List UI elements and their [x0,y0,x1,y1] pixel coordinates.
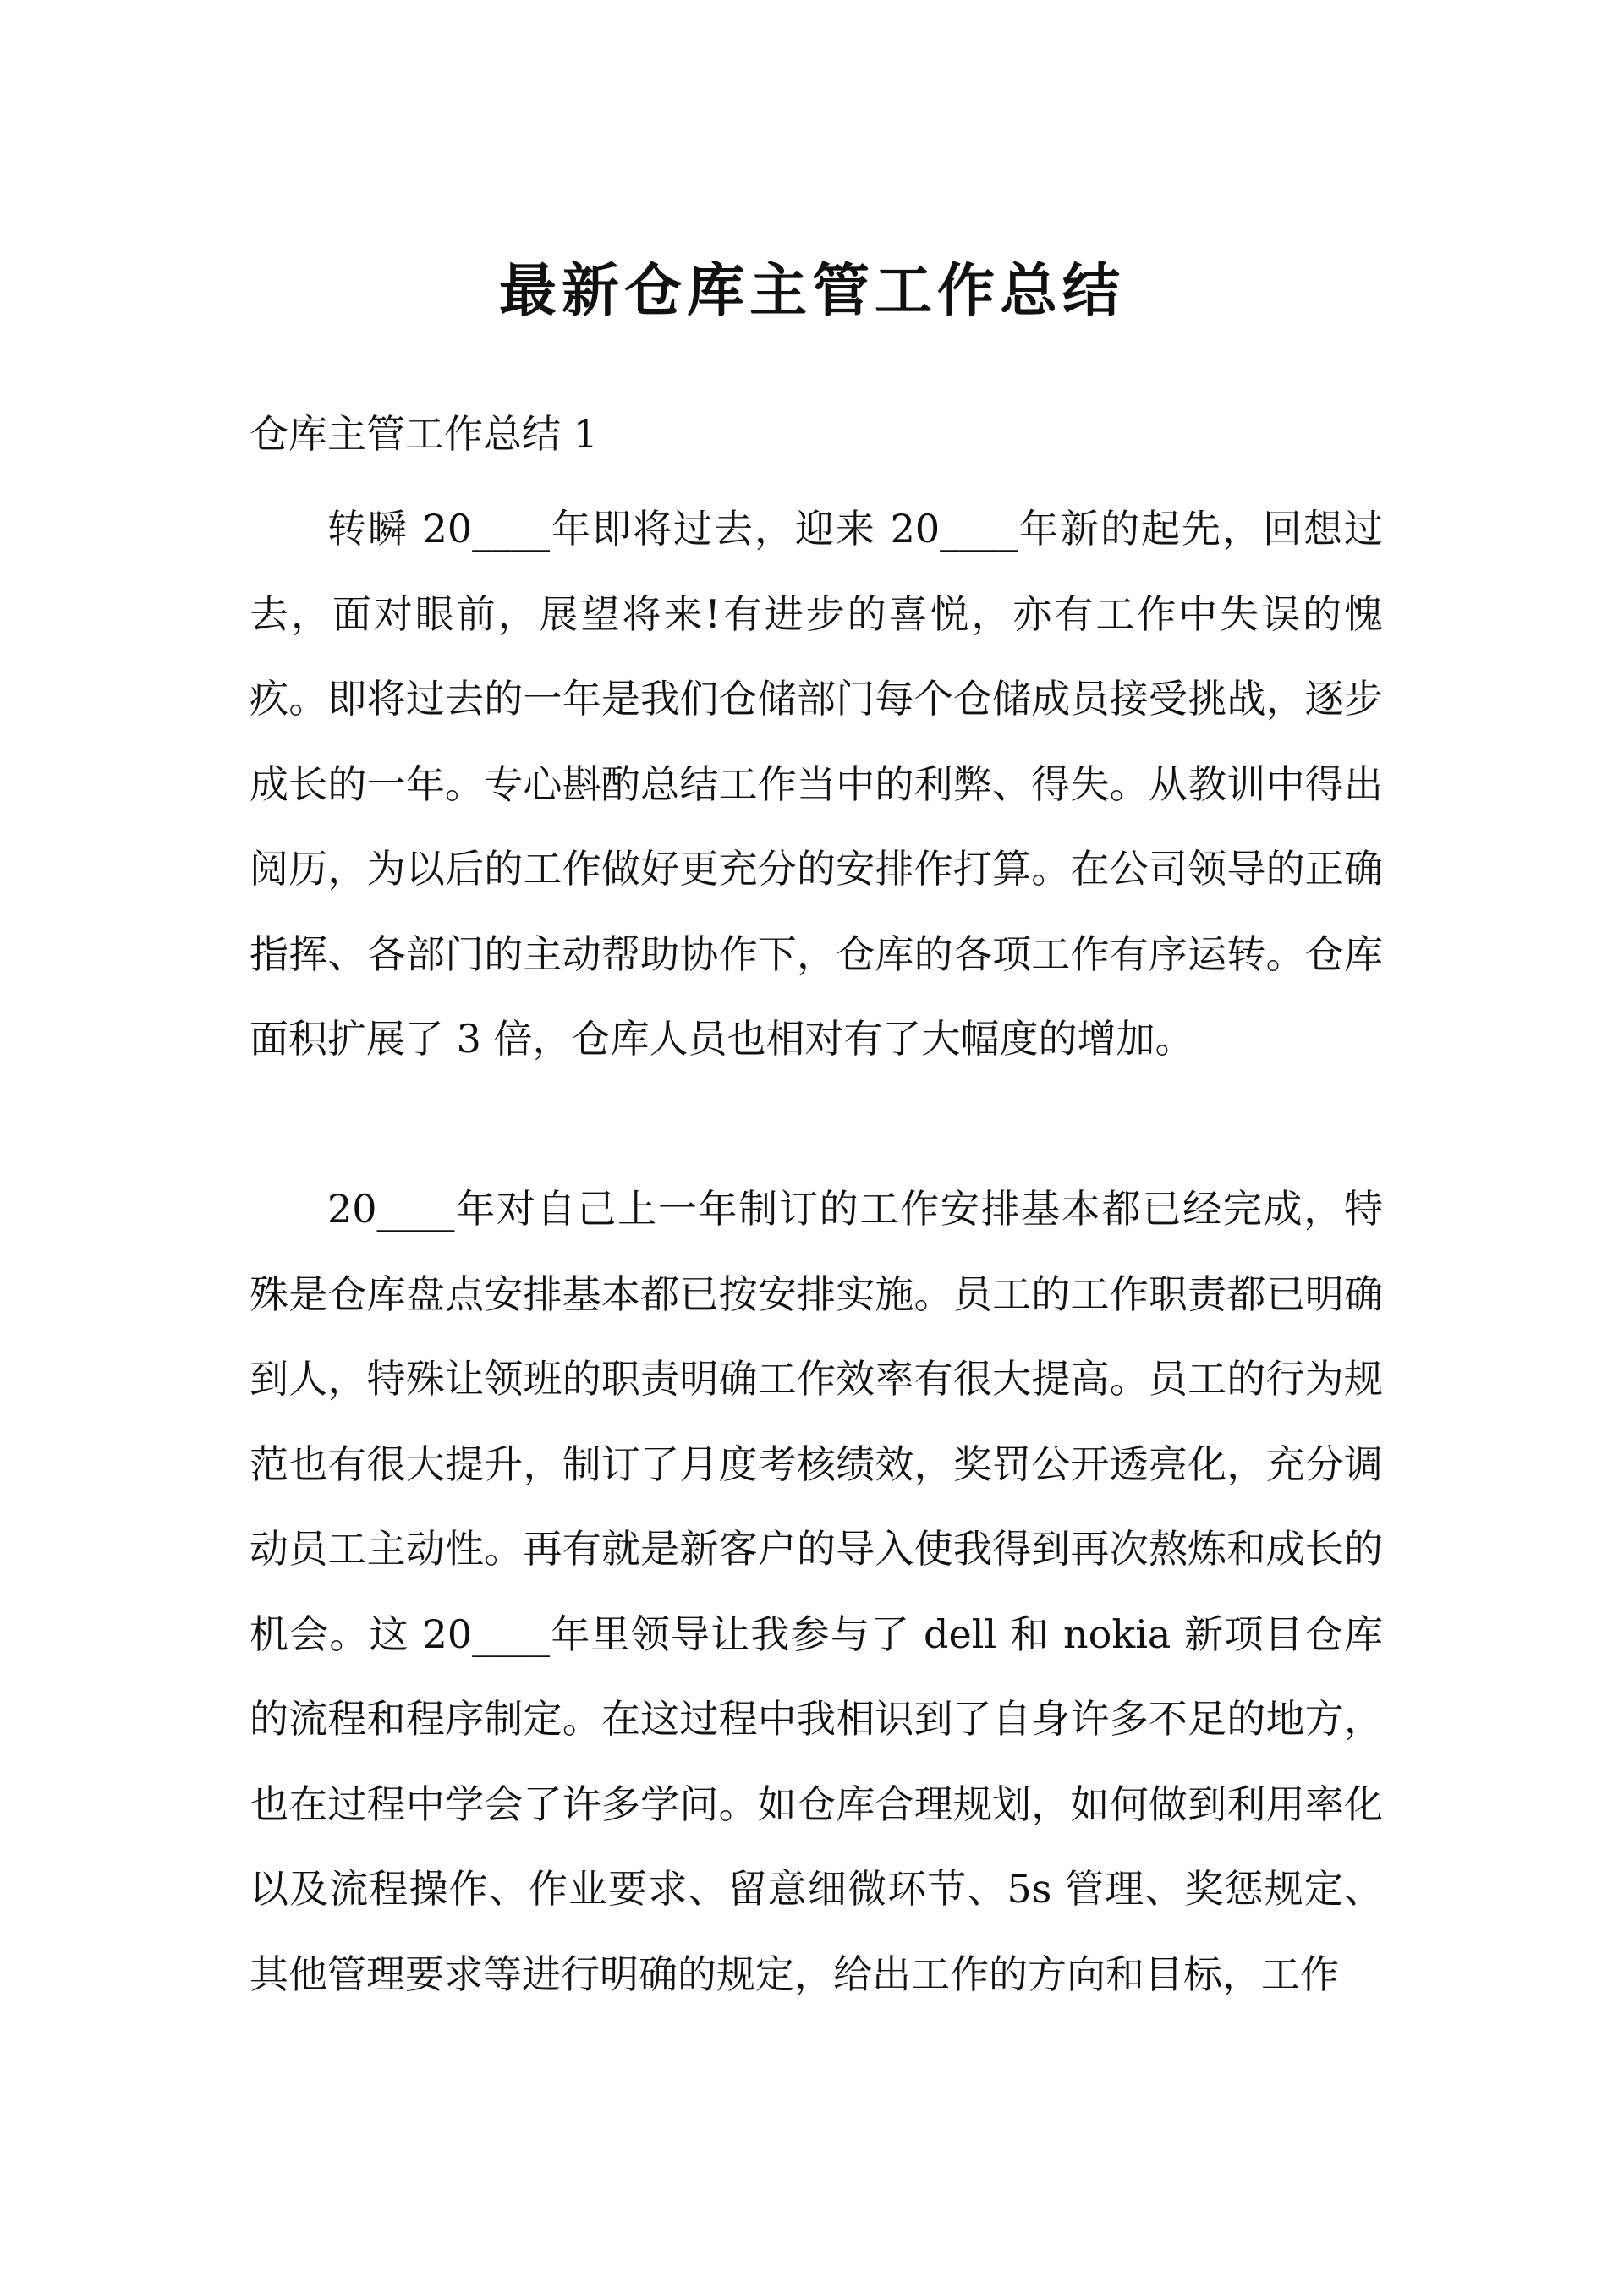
body-paragraph-2: 20____年对自己上一年制订的工作安排基本都已经完成，特殊是仓库盘点安排基本都已按安排实施。员工的工作职责都已明确到人，特殊让领班的职责明确工作效率有很大提高。员工的行为规范也有很大提升，制订了月度考核绩效，奖罚公开透亮化，充分调动员工主动性。再有就是新客户的导入使我得到再次熬炼和成长的机会。这 20____年里领导让我参与了 dell 和 nokia 新项目仓库的流程和程序制定。在这过程中我相识到了自身许多不足的地方，也在过程中学会了许多学问。如仓库合理规划，如何做到利用率化以及流程操作、作业要求、留意细微环节、5s 管理、奖惩规定、其他管理要求等进行明确的规定，给出工作的方向和目标，工作 [250,1186,1383,1997]
section-heading: 仓库主管工作总结 1 [250,411,598,457]
body-paragraph-1: 转瞬 20____年即将过去，迎来 20____年新的起先，回想过去，面对眼前，展望将来!有进步的喜悦，亦有工作中失误的愧疚。即将过去的一年是我们仓储部门每个仓储成员接受挑战，逐步成长的一年。专心斟酌总结工作当中的利弊、得失。从教训中得出阅历，为以后的工作做好更充分的安排作打算。在公司领导的正确指挥、各部门的主动帮助协作下，仓库的各项工作有序运转。仓库面积扩展了 3 倍，仓库人员也相对有了大幅度的增加。 [250,506,1383,1062]
document-title: 最新仓库主管工作总结 [498,257,1125,325]
